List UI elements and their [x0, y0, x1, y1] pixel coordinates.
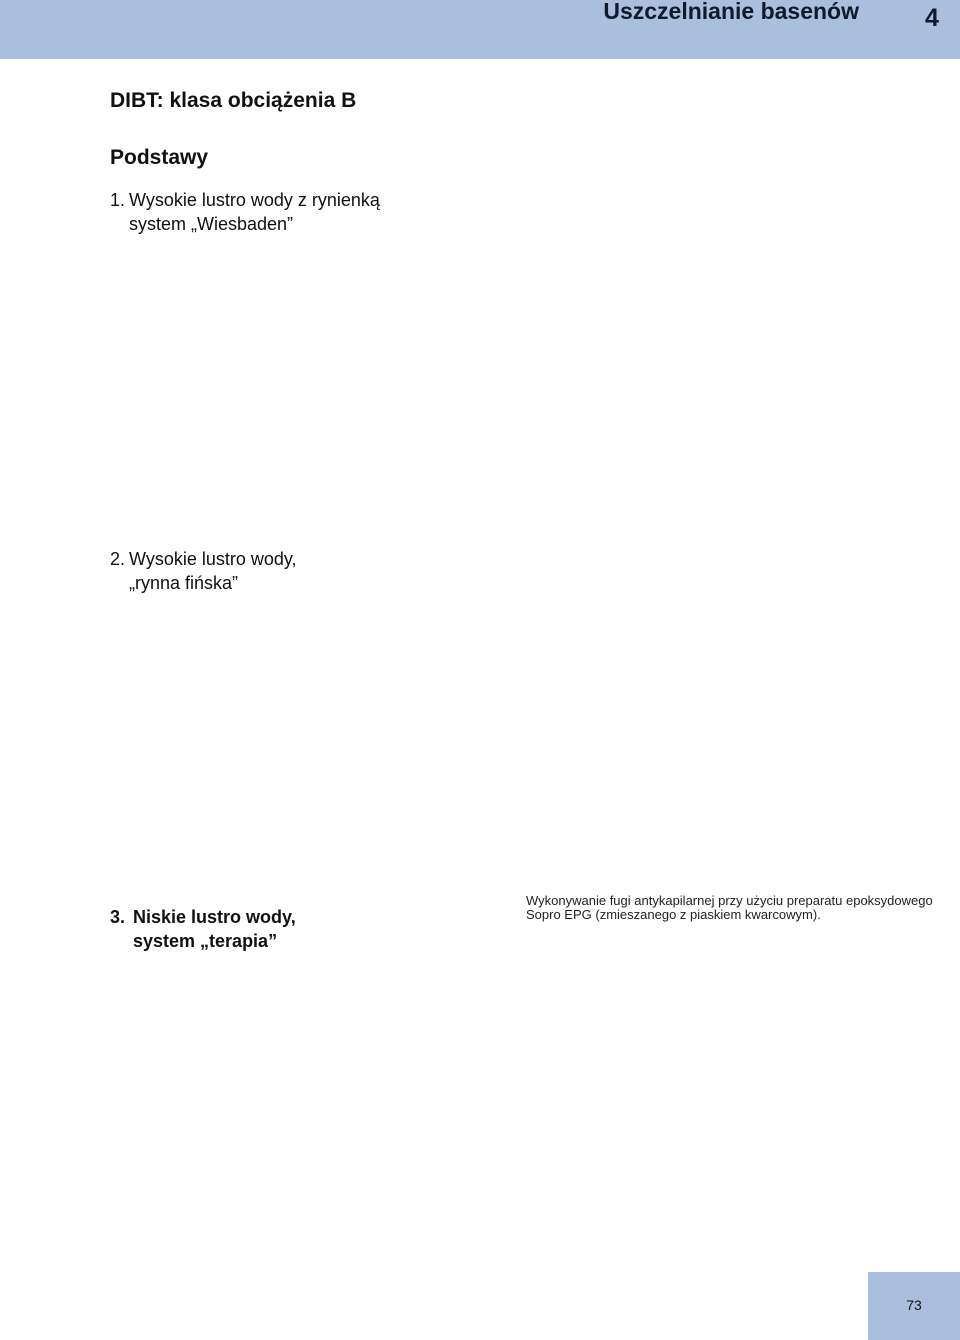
list-item-3 [110, 905, 296, 953]
page-number-box [868, 1272, 960, 1340]
list-item-text-continued: „rynna fińska” [129, 573, 239, 593]
list-item-number: 1. [110, 190, 126, 210]
list-item-2 [110, 547, 297, 595]
page-number: 73 [906, 1297, 922, 1313]
list-item-text: Wysokie lustro wody z rynienką [129, 190, 380, 210]
list-item-text: Wysokie lustro wody, [129, 549, 297, 569]
list-item-text-continued: system „Wiesbaden” [129, 214, 294, 234]
list-item-number: 2. [110, 549, 126, 569]
section-subtitle: Podstawy [110, 146, 209, 169]
header-bar [0, 0, 960, 59]
list-item-1 [110, 188, 380, 236]
list-item-text-continued: system „terapia” [133, 931, 278, 951]
section-title: DIBT: klasa obciążenia B [110, 89, 357, 112]
list-item-text: Niskie lustro wody, [133, 907, 296, 927]
caption-line-1: Wykonywanie fugi antykapilarnej przy użyciu preparatu epoksydowego [526, 893, 933, 908]
chapter-number: 4 [925, 4, 939, 32]
list-item-number: 3. [110, 907, 126, 927]
header-title: Uszczelnianie basenów [603, 0, 859, 24]
figure-caption [526, 894, 946, 922]
caption-line-2: Sopro EPG (zmieszanego z piaskiem kwarcowym). [526, 907, 821, 922]
